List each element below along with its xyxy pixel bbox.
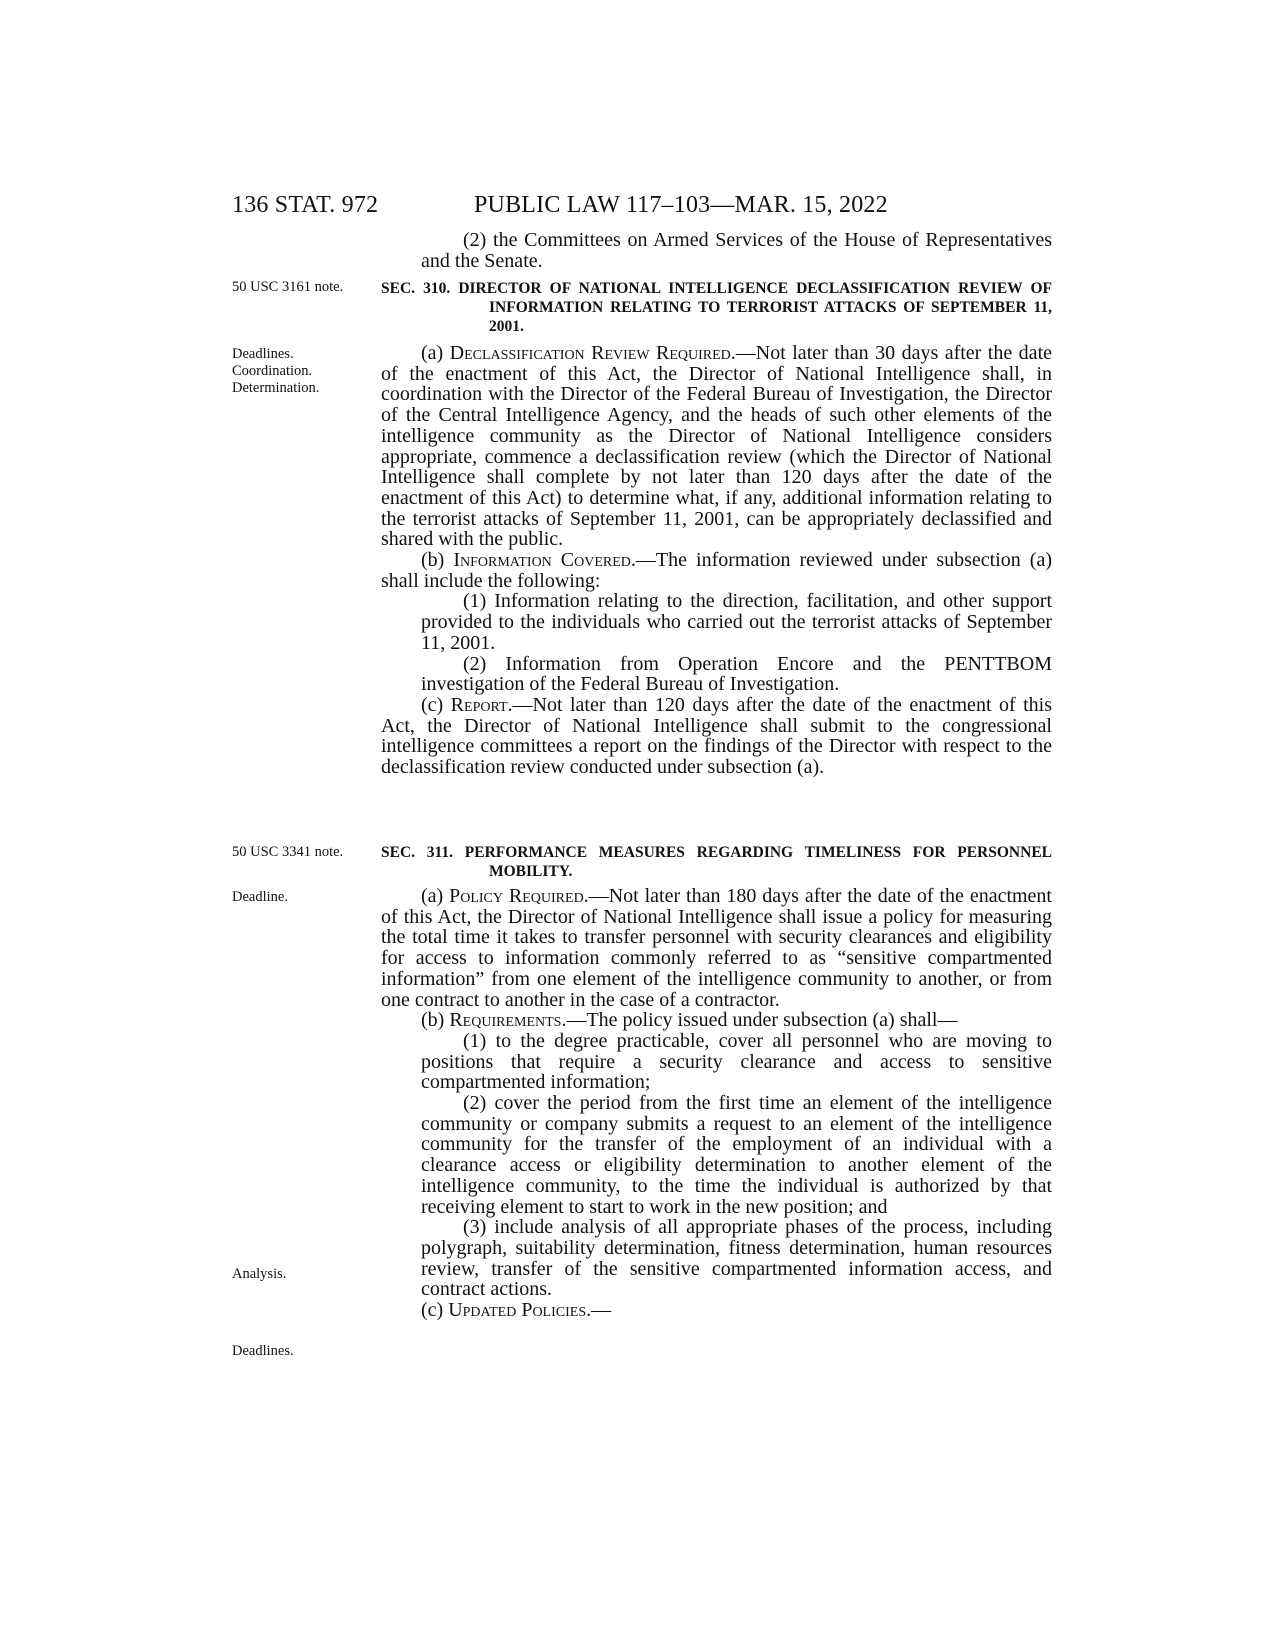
margin-note-deadlines: Deadlines. <box>232 1343 294 1359</box>
section-311-heading: SEC. 311. PERFORMANCE MEASURES REGARDING TIMELINESS FOR PERSONNEL MOBILITY. <box>381 844 1052 880</box>
section-310-body <box>381 343 1052 778</box>
section-311-body <box>381 886 1052 1321</box>
carryover-block <box>381 230 1052 271</box>
paragraph-311-b-3: (3) include analysis of all appropriate phases of the process, including polygraph, suitability determination, fitness determination, human resources review, transfer of the sensitive compartmented information access, and contract actions. <box>421 1216 1052 1301</box>
subsection-311-c-heading: Updated Policies. <box>448 1299 592 1322</box>
paragraph-311-b-2: (2) cover the period from the first time an element of the intelligence community or company submits a request to an element of the intelligence community for the transfer of the employment of an individual with a clearance access or eligibility determination to another element of the intelligence community, to the time the individual is authorized by that receiving element to start to work in the new position; and <box>421 1092 1052 1218</box>
subsection-310-b-heading: Information Covered. <box>453 549 636 572</box>
running-header-title: PUBLIC LAW 117–103—MAR. 15, 2022 <box>474 192 888 218</box>
paragraph-310-b-1: (1) Information relating to the direction, facilitation, and other support provided to the individuals who carried out the terrorist attacks of September 11, 2001. <box>421 590 1052 654</box>
margin-note-usc-3341: 50 USC 3341 note. <box>232 844 344 860</box>
subsection-311-a: (a) Policy Required.—Not later than 180 days after the date of the enactment of this Act, the Director of National Intelligence shall issue a policy for measuring the total time it takes to transfer personnel with security clearances and eligibility for access to information commonly referred to as “sensitive compartmented information” from one element of the intelligence community to another, or from one contract to another in the case of a contractor. <box>381 885 1052 1011</box>
subsection-310-a-heading: Declassification Review Required. <box>449 342 736 364</box>
margin-note-deadlines-coordination: Deadlines. Coordination. Determination. <box>232 346 320 396</box>
subsection-310-a: (a) Declassification Review Required.—Not later than 30 days after the date of the enactment of this Act, the Director of National Intelligence shall, in coordination with the Director of the Federal Bureau of Investigation, the Director of the Central Intelligence Agency, and the heads of such other elements of the intelligence community as the Director of National Intelligence considers appropriate, commence a declassification review (which the Director of National Intelligence shall complete by not later than 120 days after the date of the enactment of this Act) to determine what, if any, additional information relating to the terrorist attacks of September 11, 2001, can be appropriately declassified and shared with the public. <box>381 342 1052 551</box>
paragraph-311-b-1: (1) to the degree practicable, cover all personnel who are moving to positions that require a security clearance and access to sensitive compartmented information; <box>421 1029 1052 1094</box>
margin-note-deadline: Deadline. <box>232 889 288 905</box>
subsection-311-c: (c) Updated Policies.— <box>421 1299 612 1322</box>
margin-note-analysis: Analysis. <box>232 1266 287 1282</box>
statute-page-number: 136 STAT. 972 <box>232 192 379 218</box>
subsection-310-b: (b) Information Covered.—The information reviewed under subsection (a) shall include the following: <box>381 549 1052 592</box>
section-310-heading: SEC. 310. DIRECTOR OF NATIONAL INTELLIGENCE DECLASSIFICATION REVIEW OF INFORMATION RELATING TO TERRORIST ATTACKS OF SEPTEMBER 11, 2001. <box>381 280 1052 335</box>
subsection-311-a-heading: Policy Required. <box>449 885 589 907</box>
paragraph-310-b-2: (2) Information from Operation Encore and the PENTTBOM investigation of the Federal Bureau of Investigation. <box>421 652 1052 696</box>
subsection-310-c: (c) Report.—Not later than 120 days after the date of the enactment of this Act, the Director of National Intelligence shall submit to the congressional intelligence committees a report on the findings of the Director with respect to the declassification review conducted under subsection (a). <box>381 693 1052 779</box>
subsection-310-c-heading: Report. <box>450 693 513 716</box>
subsection-311-b-heading: Requirements. <box>449 1009 567 1032</box>
margin-note-usc-3161: 50 USC 3161 note. <box>232 279 344 295</box>
subsection-311-b: (b) Requirements.—The policy issued under subsection (a) shall— <box>421 1009 958 1032</box>
paragraph-committees: (2) the Committees on Armed Services of the House of Representatives and the Senate. <box>421 229 1052 272</box>
